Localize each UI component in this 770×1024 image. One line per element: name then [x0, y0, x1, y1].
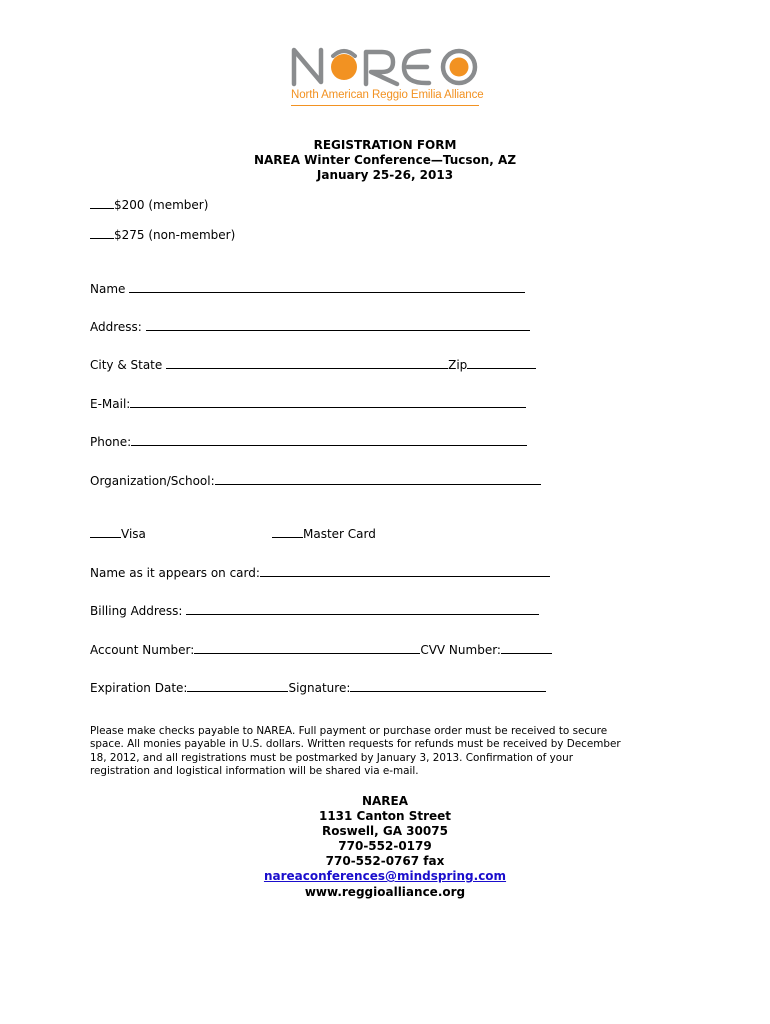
name-on-card-row	[90, 565, 550, 580]
visa-checkbox-blank[interactable]	[90, 526, 121, 538]
address-label: Address:	[90, 320, 142, 334]
account-number-row	[90, 642, 552, 657]
cvv-field[interactable]	[501, 642, 552, 654]
logo-tagline: North American Reggio Emilia Alliance	[291, 89, 484, 101]
phone-field[interactable]	[131, 434, 527, 446]
expiration-signature-row	[90, 680, 546, 695]
visa-label: Visa	[121, 527, 146, 541]
signature-label: Signature:	[288, 681, 351, 695]
contact-org: NAREA	[361, 794, 409, 808]
city-state-row	[90, 357, 536, 372]
name-on-card-label: Name as it appears on card:	[90, 566, 260, 580]
narea-logo-mark	[289, 44, 483, 88]
city-state-label: City & State	[90, 358, 163, 372]
mastercard-label: Master Card	[303, 527, 376, 541]
conference-dates: January 25-26, 2013	[316, 168, 454, 182]
member-price-label: $200 (member)	[114, 198, 209, 212]
form-title: REGISTRATION FORM	[313, 138, 457, 152]
member-checkbox-blank[interactable]	[90, 197, 114, 209]
contact-website: www.reggioalliance.org	[304, 885, 466, 899]
name-on-card-field[interactable]	[260, 565, 550, 577]
organization-label: Organization/School:	[90, 474, 215, 488]
visa-option	[90, 526, 146, 541]
billing-address-row	[90, 603, 539, 618]
non-member-checkbox-blank[interactable]	[90, 227, 114, 239]
contact-street: 1131 Canton Street	[318, 809, 452, 823]
cvv-label: CVV Number:	[420, 643, 501, 657]
address-row	[90, 319, 530, 334]
member-price-option	[90, 197, 208, 212]
conference-name: NAREA Winter Conference—Tucson, AZ	[253, 153, 517, 167]
logo-divider	[291, 105, 479, 106]
billing-address-field[interactable]	[186, 603, 539, 615]
name-label: Name	[90, 282, 126, 296]
name-row	[90, 281, 525, 296]
contact-city: Roswell, GA 30075	[322, 824, 448, 838]
billing-address-label: Billing Address:	[90, 604, 183, 618]
narea-logo	[289, 44, 483, 110]
zip-field[interactable]	[467, 357, 536, 369]
non-member-price-option	[90, 227, 235, 242]
name-field[interactable]	[129, 281, 525, 293]
phone-label: Phone:	[90, 435, 132, 449]
organization-field[interactable]	[215, 473, 541, 485]
expiration-field[interactable]	[187, 680, 288, 692]
contact-email-row	[0, 869, 770, 883]
non-member-price-label: $275 (non-member)	[114, 228, 236, 242]
email-row	[90, 396, 526, 411]
account-number-field[interactable]	[194, 642, 420, 654]
contact-fax: 770-552-0767 fax	[325, 854, 445, 868]
signature-field[interactable]	[350, 680, 546, 692]
mastercard-checkbox-blank[interactable]	[272, 526, 303, 538]
address-field[interactable]	[146, 319, 530, 331]
contact-email-link[interactable]: nareaconferences@mindspring.com	[263, 869, 507, 883]
contact-phone: 770-552-0179	[338, 839, 432, 853]
city-state-field[interactable]	[166, 357, 448, 369]
zip-label: Zip	[448, 358, 468, 372]
expiration-label: Expiration Date:	[90, 681, 188, 695]
email-label: E-Mail:	[90, 397, 131, 411]
mastercard-option	[272, 526, 376, 541]
organization-row	[90, 473, 541, 488]
account-number-label: Account Number:	[90, 643, 195, 657]
email-field[interactable]	[130, 396, 526, 408]
phone-row	[90, 434, 527, 449]
payment-notice: Please make checks payable to NAREA. Full payment or purchase order must be received to secure space. All monies payable in U.S. dollars. Written requests for refunds must be received by December 18, 2012, and all registrations must be postmarked by January 3, 2013. Confirmation of your registration and logistical information will be shared via e-mail.	[90, 725, 621, 778]
